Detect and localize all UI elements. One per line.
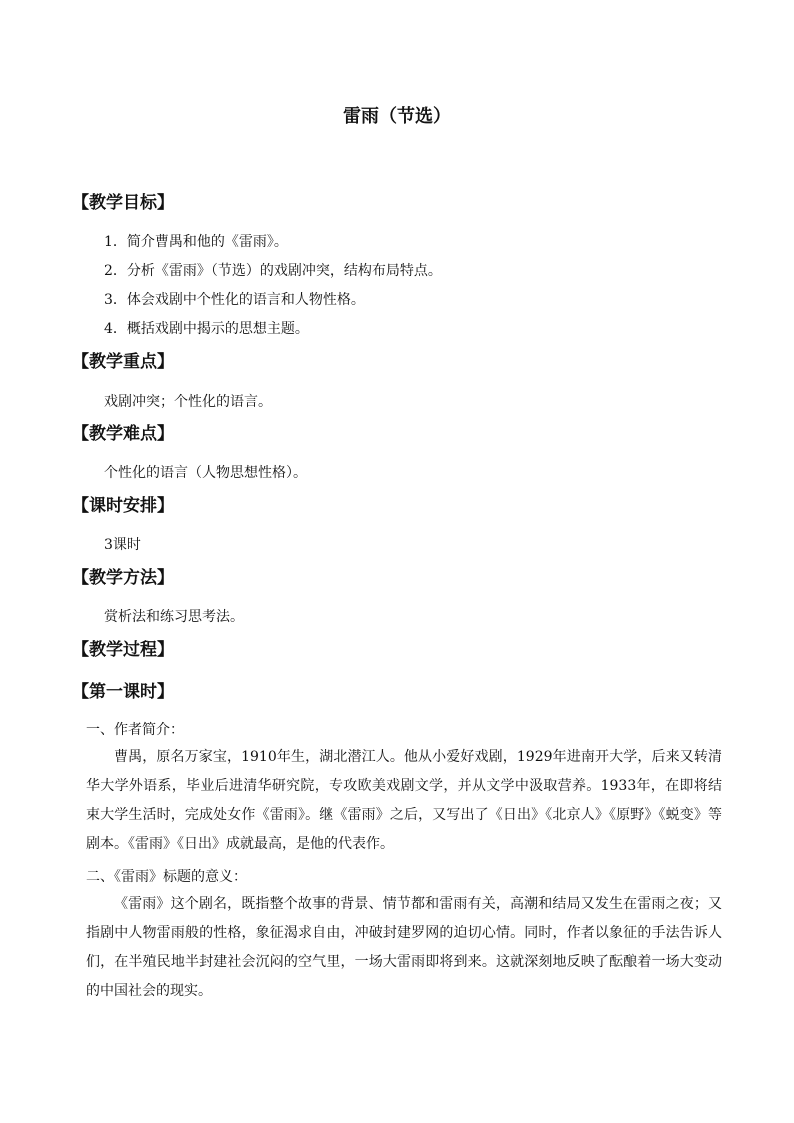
method-text: 赏析法和练习思考法。 (104, 609, 244, 625)
schedule-text: 3课时 (104, 537, 141, 553)
heading-key-points: 【教学重点】 (72, 352, 174, 372)
section-2-body: 《雷雨》这个剧名，既指整个故事的背景、情节都和雷雨有关，高潮和结局又发生在雷雨之夜；又指剧中人物雷雨般的性格，象征渴求自由，冲破封建罗网的迫切心情。同时，作者以象征的手法告诉人们，在半殖民地半封建社会沉闷的空气里，一场大雷雨即将到来。这就深刻地反映了酝酿着一场大变动的中国社会的现实。 (86, 896, 722, 999)
goal-item-3: 3．体会戏剧中个性化的语言和人物性格。 (104, 292, 365, 308)
page-title: 雷雨（节选） (343, 106, 451, 127)
section-1-body: 曹禺，原名万家宝，1910年生，湖北潜江人。他从小爱好戏剧，1929年进南开大学，后来又转清华大学外语系，毕业后进清华研究院，专攻欧美戏剧文学，并从文学中汲取营养。1933年，在即将结束大学生活时，完成处女作《雷雨》。继《雷雨》之后，又写出了《日出》《北京人》《原野》《蜕变》等剧本。《雷雨》《日出》成就最高，是他的代表作。 (86, 749, 722, 852)
heading-method: 【教学方法】 (72, 568, 174, 588)
heading-lesson-1: 【第一课时】 (72, 682, 174, 702)
goal-item-4: 4．概括戏剧中揭示的思想主题。 (104, 321, 309, 337)
heading-difficult-points: 【教学难点】 (72, 424, 174, 444)
section-2-title: 二、《雷雨》标题的意义： (86, 869, 247, 885)
difficult-points-text: 个性化的语言（人物思想性格）。 (104, 465, 307, 481)
goal-item-2: 2．分析《雷雨》（节选）的戏剧冲突，结构布局特点。 (104, 263, 442, 279)
heading-process: 【教学过程】 (72, 640, 174, 660)
section-1-title: 一、作者简介： (86, 722, 184, 738)
heading-schedule: 【课时安排】 (72, 496, 174, 516)
key-points-text: 戏剧冲突；个性化的语言。 (104, 394, 272, 410)
goal-item-1: 1．简介曹禺和他的《雷雨》。 (104, 234, 288, 250)
heading-goals: 【教学目标】 (72, 193, 174, 213)
